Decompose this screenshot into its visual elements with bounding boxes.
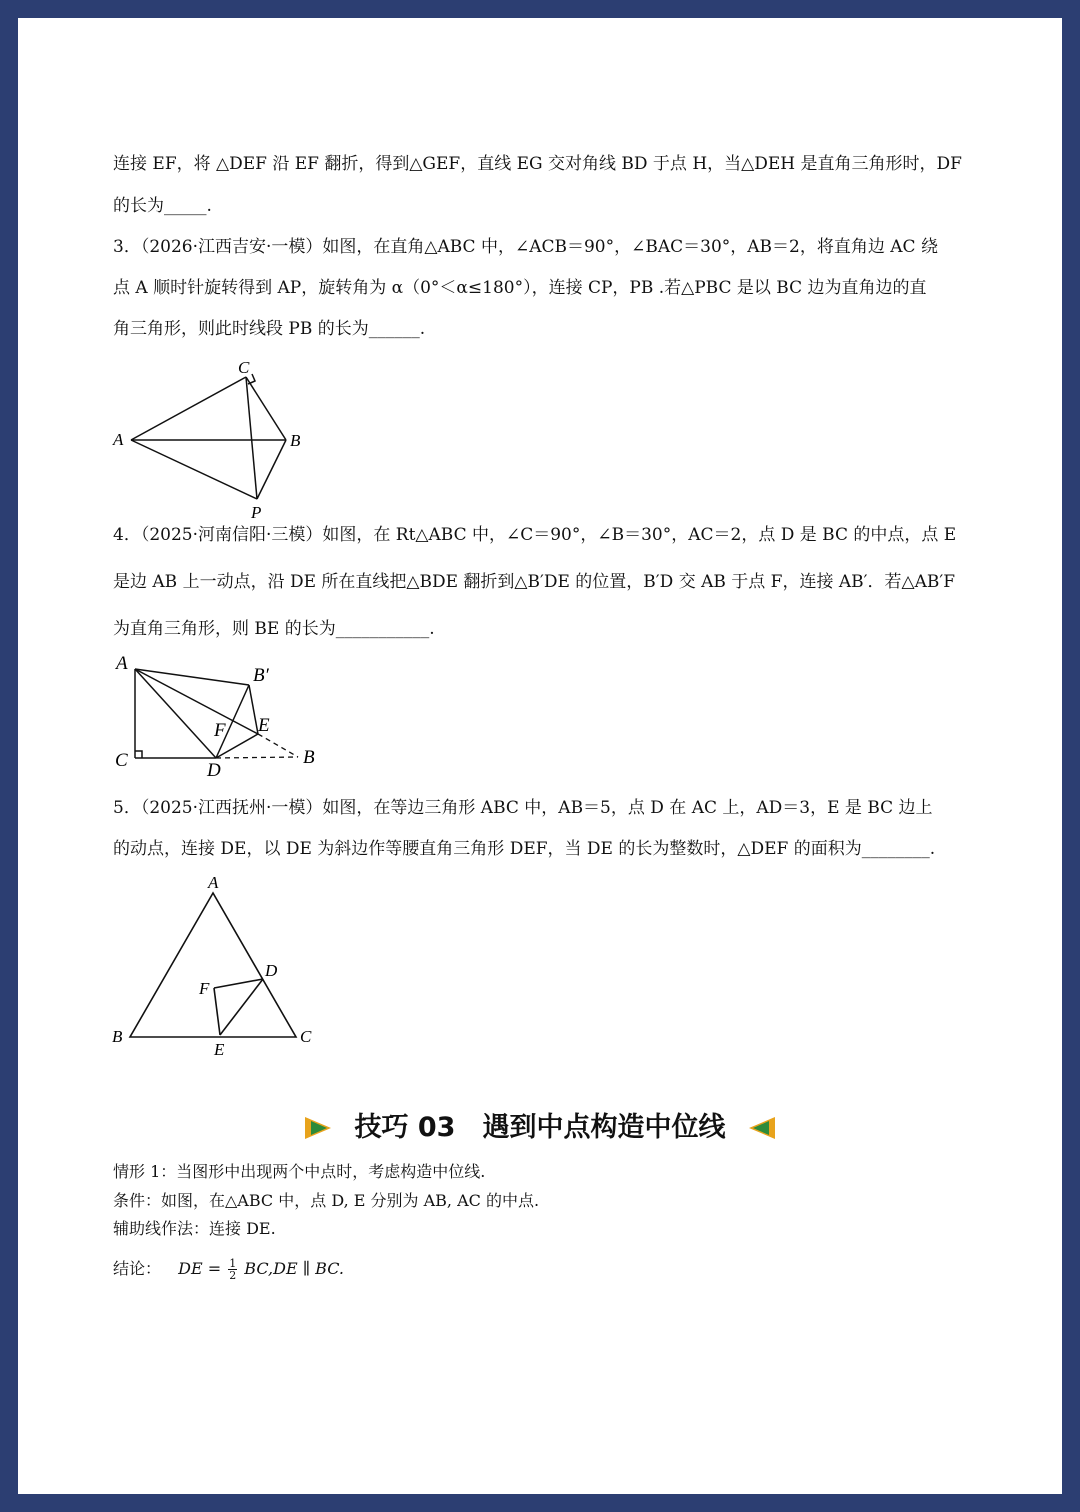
q4-label-E: E	[258, 715, 270, 736]
q3-label-A: A	[113, 430, 124, 449]
q4-text-line3: 为直角三角形，则 BE 的长为___________.	[113, 619, 435, 639]
q3-seg-AC	[131, 377, 246, 440]
q5-label-E: E	[214, 1040, 225, 1059]
q4-label-B: B	[303, 747, 315, 768]
q4-label-B1: B′	[253, 665, 269, 686]
q4-label-C: C	[115, 750, 128, 771]
q2-text-line2: 的长为_____.	[113, 196, 212, 216]
q3-label-B: B	[290, 431, 301, 450]
q5-seg-DF	[214, 979, 263, 988]
q3-seg-CP	[246, 377, 257, 499]
fraction-denominator: 2	[229, 1269, 237, 1282]
q5-label-D: D	[265, 961, 278, 980]
q3-seg-CB	[246, 377, 286, 440]
q5-label-A: A	[208, 873, 219, 892]
q4-label-D: D	[207, 760, 221, 781]
q3-text-line1: 3．（2026·江西吉安·一模）如图，在直角△ABC 中，∠ACB＝90°，∠BAC＝30°，AB＝2，将直角边 AC 绕	[113, 237, 938, 257]
section-title: 技巧 03 遇到中点构造中位线	[354, 1112, 726, 1143]
q3-seg-AP	[131, 440, 257, 499]
conclusion-rhs: BC,DE ∥ BC.	[244, 1259, 344, 1278]
q4-seg-AD	[135, 669, 216, 758]
tip-conclusion	[113, 1258, 344, 1281]
q5-text-line2: 的动点，连接 DE，以 DE 为斜边作等腰直角三角形 DEF，当 DE 的长为整数时，△DEF 的面积为________.	[113, 839, 936, 859]
q4-text-line2: 是边 AB 上一动点，沿 DE 所在直线把△BDE 翻折到△B′DE 的位置，B′D 交 AB 于点 F，连接 AB′．若△AB′F	[113, 572, 955, 592]
q5-seg-DE	[220, 979, 263, 1035]
q5-figure	[108, 873, 338, 1068]
q5-label-B: B	[112, 1027, 123, 1046]
tip-condition: 条件：如图，在△ABC 中，点 D, E 分别为 AB, AC 的中点.	[113, 1191, 540, 1210]
q3-text-line3: 角三角形，则此时线段 PB 的长为______.	[113, 319, 426, 339]
q4-seg-DB-dashed	[216, 757, 298, 758]
q2-text-line1: 连接 EF，将 △DEF 沿 EF 翻折，得到△GEF，直线 EG 交对角线 BD 于点 H，当△DEH 是直角三角形时，DF	[113, 154, 962, 174]
conclusion-fraction	[228, 1258, 237, 1281]
q5-text-line1: 5．（2025·江西抚州·一模）如图，在等边三角形 ABC 中，AB＝5，点 D 在 AC 上，AD＝3，E 是 BC 边上	[113, 798, 933, 818]
q4-figure	[108, 653, 338, 788]
q4-seg-B1E	[249, 685, 258, 734]
q4-label-A: A	[116, 653, 128, 674]
q4-text-line1: 4．（2025·河南信阳·三模）如图，在 Rt△ABC 中，∠C＝90°，∠B＝30°，AC＝2，点 D 是 BC 的中点，点 E	[113, 525, 957, 545]
q4-seg-EB-dashed	[258, 734, 298, 757]
q4-right-angle-mark	[135, 751, 142, 758]
q3-seg-BP	[257, 440, 286, 499]
tip-case: 情形 1：当图形中出现两个中点时，考虑构造中位线.	[113, 1162, 486, 1181]
document-page	[18, 18, 1062, 1494]
conclusion-lhs: DE =	[178, 1259, 227, 1278]
q5-seg-FE	[214, 988, 220, 1035]
q4-label-F: F	[214, 720, 226, 741]
q4-seg-AE	[135, 669, 258, 734]
heading-left-arrow-icon	[305, 1117, 331, 1139]
q3-label-P: P	[251, 503, 262, 522]
q3-text-line2: 点 A 顺时针旋转得到 AP，旋转角为 α（0°＜α≤180°），连接 CP，PB .若△PBC 是以 BC 边为直角边的直	[113, 278, 927, 298]
tip-method: 辅助线作法：连接 DE.	[113, 1219, 276, 1238]
q4-seg-AB1	[135, 669, 249, 685]
fraction-numerator: 1	[229, 1257, 237, 1270]
section-heading	[18, 1113, 1062, 1141]
conclusion-label: 结论：	[113, 1259, 162, 1278]
q3-figure	[108, 353, 338, 523]
heading-right-arrow-icon	[749, 1117, 775, 1139]
q3-label-C: C	[238, 358, 250, 377]
q5-label-C: C	[300, 1027, 312, 1046]
q5-label-F: F	[199, 979, 210, 998]
